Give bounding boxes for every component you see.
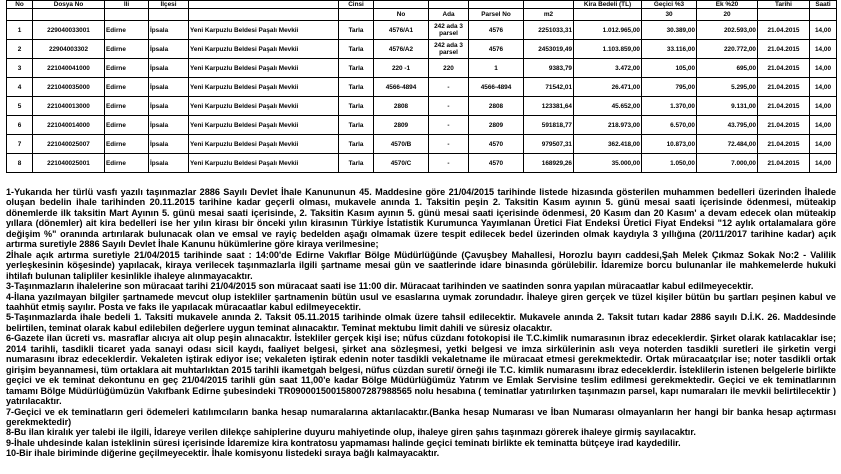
header-kira-bedeli: Kira Bedeli (TL) [574,1,642,9]
header-dosya-no: Dosya No [33,1,105,9]
cell-pafta: 2809 [374,116,429,135]
cell-no: 5 [7,97,33,116]
table-row [7,21,837,40]
cell-ek: 220.772,00 [697,40,758,59]
cell-kira: 35.000,00 [574,154,642,173]
ilan-text [6,187,836,459]
cell-tarih: 21.04.2015 [758,21,810,40]
cell-tarih: 21.04.2015 [758,59,810,78]
cell-parsel: 4570 [469,135,524,154]
table-row [7,116,837,135]
subheader-m2: m2 [524,9,574,21]
cell-cins: Tarla [339,59,374,78]
cell-ada: - [429,135,469,154]
ilan-table-wrapper [6,0,836,173]
table-row [7,135,837,154]
cell-saat: 14,00 [810,40,837,59]
cell-mevki: Yeni Karpuzlu Beldesi Paşalı Mevkii [189,59,339,78]
cell-parsel: 2809 [469,116,524,135]
table-header-row [7,1,837,9]
subheader-ada: Ada [429,9,469,21]
cell-tarih: 21.04.2015 [758,135,810,154]
subheader-parsel: Parsel No [469,9,524,21]
cell-m2: 168929,26 [524,154,574,173]
cell-tarih: 21.04.2015 [758,97,810,116]
cell-saat: 14,00 [810,59,837,78]
ilan-paragraph: 6-Gazete ilan ücreti vs. masraflar alıcıya ait olup peşin alınacaktır. İstekliler gerçek kişi ise; nüfus cüzdanı fotokopisi ile T.C.kimlik numarasının ibraz edeceklerdir. Şirket olarak katılacaklar ise; 2014 tarihli, tasdikli ticaret yada sanayi odası sicil kaydı, faaliyet belgesi, şirket ana sözleşmesi, yetki belgesi ve imza sirkülerinin aslı veya noterden tasdikli suretleri ile şirketin vergi numarasını ibraz edeceklerdir. Vekaleten iştirak ediyor ise; vekaleten iştirak edenin noter tasdikli vekaletname ile müracaat etmesi gerekmektedir. Ortak müracaatçılar ise; noter tasdikli ortak girişim beyannamesi, tüm ortaklara ait muhtarlıktan 2015 tarihli ikametgah belgesi, nüfus cüzdan sureti/ örneği ile T.C. kimlik numarasını ibraz edeceklerdir. İsteklilerin istenen belgelerle birlikte geçici ve ek teminat dekontunu en geç 21/04/2015 tarihli gün saat 11,00'e kadar Bölge Müdürlüğümüz Yatırım ve Emlak Servisine teslim edilmesi gerekmektedir. Geçici ve ek teminatlarının tamamı Bölge Müdürlüğümüzün Vakıfbank Edirne şubesindeki TR090001500158007287988565 nolu hesabına ( teminatlar yatırılırken taşınmazın parsel, kapı numaraları ile mevkii belirtilecektir ) yatırılacaktır. [6,333,836,407]
cell-pafta: 4566-4894 [374,78,429,97]
cell-parsel: 4570 [469,154,524,173]
cell-cins: Tarla [339,21,374,40]
cell-ada: - [429,78,469,97]
cell-cins: Tarla [339,97,374,116]
cell-pafta: 4576/A1 [374,21,429,40]
cell-saat: 14,00 [810,21,837,40]
cell-saat: 14,00 [810,135,837,154]
cell-gecici: 6.570,00 [642,116,697,135]
cell-gecici: 105,00 [642,59,697,78]
cell-ek: 43.795,00 [697,116,758,135]
table-row [7,78,837,97]
header-cinsi: Cinsi [339,1,374,9]
cell-parsel: 4576 [469,40,524,59]
cell-saat: 14,00 [810,78,837,97]
cell-mevki: Yeni Karpuzlu Beldesi Paşalı Mevkii [189,135,339,154]
cell-il: Edirne [105,40,149,59]
cell-mevki: Yeni Karpuzlu Beldesi Paşalı Mevkii [189,116,339,135]
cell-gecici: 30.389,00 [642,21,697,40]
cell-gecici: 795,00 [642,78,697,97]
cell-m2: 979507,31 [524,135,574,154]
cell-mevki: Yeni Karpuzlu Beldesi Paşalı Mevkii [189,40,339,59]
cell-mevki: Yeni Karpuzlu Beldesi Paşalı Mevkii [189,21,339,40]
cell-gecici: 10.873,00 [642,135,697,154]
header-gecici: Geçici %3 [642,1,697,9]
header-parsel [469,1,524,9]
cell-saat: 14,00 [810,116,837,135]
cell-kira: 45.652,00 [574,97,642,116]
cell-ilce: İpsala [149,40,189,59]
cell-ilce: İpsala [149,21,189,40]
cell-saat: 14,00 [810,97,837,116]
cell-cins: Tarla [339,78,374,97]
cell-m2: 591818,77 [524,116,574,135]
cell-gecici: 33.116,00 [642,40,697,59]
ilan-paragraph: 2İhale açık artırma suretiyle 21/04/2015 tarihinde saat : 14:00'de Edirne Vakıflar Bölge Müdürlüğünde (Çavuşbey Mahallesi, Horozlu bayırı caddesi,Şah Melek Çıkmaz Sokak No:2 - Valilik yerleşkesinin köşesinde) yapılacak, kiraya verilecek taşınmazlarla ilgili şartname mesai gün ve saatlerinde idare binasında görülebilir. İdaremize borcu bulunanlar ile mahkemelerde hukuki ihtilafı bulunan talipliler kesinlikle ihaleye alınmayacaktır. [6,249,836,281]
cell-no: 6 [7,116,33,135]
ilan-paragraph: 7-Geçici ve ek teminatların geri ödemeleri katılımcıların banka hesap numaralarına aktarılacaktır.(Banka hesap Numarası ve İban Numarası olmayanların her hangi bir banka hesap açtırması gerekmektedir) [6,406,836,427]
cell-il: Edirne [105,154,149,173]
cell-pafta: 4570/C [374,154,429,173]
tasinmaz-table [6,0,837,173]
cell-no: 2 [7,40,33,59]
cell-ilce: İpsala [149,59,189,78]
cell-saat: 14,00 [810,154,837,173]
subheader-ek: 20 [697,9,758,21]
cell-il: Edirne [105,135,149,154]
cell-gecici: 1.050,00 [642,154,697,173]
cell-kira: 218.973,00 [574,116,642,135]
ilan-paragraph: 8-Bu ilan kiralık yer talebi ile ilgili, İdareye verilen dilekçe sahiplerine duyuru mahiyetinde olup, ihaleye giren şahıs taşınmazı görerek ihaleye girmiş sayılacaktır. [6,427,696,438]
cell-dosya: 221040025001 [33,154,105,173]
cell-dosya: 221040014000 [33,116,105,135]
subheader-gecici: 30 [642,9,697,21]
cell-ada: - [429,116,469,135]
cell-ek: 7.000,00 [697,154,758,173]
header-mevki [189,1,339,9]
cell-kira: 3.472,00 [574,59,642,78]
cell-no: 1 [7,21,33,40]
cell-dosya: 229040033001 [33,21,105,40]
cell-cins: Tarla [339,135,374,154]
header-ilce: İlçesi [149,1,189,9]
cell-ada: 242 ada 3 parsel [429,21,469,40]
cell-mevki: Yeni Karpuzlu Beldesi Paşalı Mevkii [189,97,339,116]
cell-ada: - [429,154,469,173]
ilan-paragraph: 4-İlana yazılmayan bilgiler şartnamede mevcut olup istekliler şartnamenin bütün usul ve esaslarına uymak zorundadır. İhaleye giren gerçek ve tüzel kişiler bütün bu şartları peşinen kabul ve taahhüt etmiş sayılır. Posta ve faks ile yapılacak müracaatlar kabul edilmeyecektir. [6,291,836,312]
cell-kira: 1.103.859,00 [574,40,642,59]
header-ada [429,1,469,9]
cell-kira: 1.012.965,00 [574,21,642,40]
ilan-paragraph: 1-Yukarıda her türlü vasfı yazılı taşınmazlar 2886 Sayılı Devlet İhale Kanununun 45. Maddesine göre 21/04/2015 tarihinde listede hizasında gösterilen muhammen bedelleri üzerinden İhalede oluşan bedelin ihale tarihinden 20.11.2015 tarihine kadar geçerli olması, mukavele anında 1. Taksitin peşin 2. Taksitin Kasım ayının 5. günü mesai saati içerisinde ödenmesi, müteakip dönemlerde ilk taksitin Mart Ayının 5. günü mesai saati içerisinde, 2. Taksitin Kasım ayının 5. günü mesai saati içerisinde ödenmesi, 20 Kasım dan 20 Kasım' a devam edecek olan müteakip yıllara (dönemler) ait kira bedelleri ise her yılın kirası bir önceki yılın kirasının Türkiye İstatistik Kurumunca Yayımlanan Üretici Fiat Endeksi Üretici Fiyat Endeksi "12 aylık ortalamalara göre değişim %" oranında artırılarak bulunacak olan ve emsal ve rayiç bedelden aşağı olmamak üzere tespit edilecek bedel üzerinden olmak kaydıyla 3 yıllığına (20/11/2017 tarihine kadar) açık artırma suretiyle 2886 Sayılı Devlet İhale Kanunu hükümlerine göre kiraya verilmesine; [6,187,836,250]
header-saati: Saati [810,1,837,9]
cell-no: 3 [7,59,33,78]
cell-ek: 695,00 [697,59,758,78]
cell-ilce: İpsala [149,135,189,154]
cell-ek: 202.593,00 [697,21,758,40]
cell-il: Edirne [105,59,149,78]
table-row [7,40,837,59]
cell-ek: 5.295,00 [697,78,758,97]
cell-cins: Tarla [339,40,374,59]
ilan-paragraph: 9-İhale uhdesinde kalan isteklinin süresi içerisinde İdaremize kira kontratosu yapmaması halinde geçici teminatı birlikte ek teminatta bütçeye irad kaydedilir. [6,437,681,448]
cell-ada: 220 [429,59,469,78]
cell-cins: Tarla [339,154,374,173]
cell-parsel: 2808 [469,97,524,116]
cell-mevki: Yeni Karpuzlu Beldesi Paşalı Mevkii [189,78,339,97]
cell-tarih: 21.04.2015 [758,116,810,135]
cell-no: 7 [7,135,33,154]
header-ek: Ek %20 [697,1,758,9]
header-pafta [374,1,429,9]
cell-parsel: 4576 [469,21,524,40]
cell-m2: 71542,01 [524,78,574,97]
cell-pafta: 4570/B [374,135,429,154]
cell-pafta: 4576/A2 [374,40,429,59]
cell-ada: 242 ada 3 parsel [429,40,469,59]
cell-dosya: 221040035000 [33,78,105,97]
cell-dosya: 221040041000 [33,59,105,78]
cell-dosya: 221040013000 [33,97,105,116]
cell-pafta: 2808 [374,97,429,116]
table-subheader-row [7,9,837,21]
cell-il: Edirne [105,116,149,135]
cell-tarih: 21.04.2015 [758,78,810,97]
header-il: İli [105,1,149,9]
header-tarihi: Tarihi [758,1,810,9]
cell-mevki: Yeni Karpuzlu Beldesi Paşalı Mevkii [189,154,339,173]
cell-parsel: 4566-4894 [469,78,524,97]
cell-il: Edirne [105,21,149,40]
cell-parsel: 1 [469,59,524,78]
cell-no: 8 [7,154,33,173]
cell-ilce: İpsala [149,97,189,116]
cell-dosya: 221040025007 [33,135,105,154]
subheader-no: No [374,9,429,21]
table-row [7,97,837,116]
cell-ek: 9.131,00 [697,97,758,116]
cell-tarih: 21.04.2015 [758,154,810,173]
cell-cins: Tarla [339,116,374,135]
header-m2 [524,1,574,9]
cell-pafta: 220 -1 [374,59,429,78]
cell-tarih: 21.04.2015 [758,40,810,59]
cell-ilce: İpsala [149,116,189,135]
cell-dosya: 22904003302 [33,40,105,59]
cell-ilce: İpsala [149,154,189,173]
cell-il: Edirne [105,78,149,97]
ilan-paragraph: 10-Bir ihale biriminde diğerine geçilmeyecektir. İhale komisyonu listedeki sıraya bağlı kalmayacaktır. [6,448,440,459]
cell-m2: 2453019,49 [524,40,574,59]
ilan-paragraph: 5-Taşınmazlarda ihale bedeli 1. Taksiti mukavele anında 2. Taksit 05.11.2015 tarihinde olmak üzere tahsil edilecektir. Mukavele anında 2. Taksit tutarı kadar 2886 sayılı D.İ.K. 26. Maddesinde belirtilen, teminat olarak kabul edilebilen değerlere uygun teminat alınacaktır. Teminat mektubu limit dahili ve süresiz olacaktır. [6,312,836,333]
cell-ada: - [429,97,469,116]
cell-kira: 26.471,00 [574,78,642,97]
cell-il: Edirne [105,97,149,116]
ilan-paragraph: 3-Taşınmazların ihalelerine son müracaat tarihi 21/04/2015 son müracaat saati ise 11:00 dir. Müracaat tarihinden ve saatinden sonra yapılan müracaatlar kabul edilmeyecektir. [6,281,754,292]
cell-no: 4 [7,78,33,97]
table-row [7,154,837,173]
table-body [7,21,837,173]
cell-ilce: İpsala [149,78,189,97]
cell-m2: 123381,64 [524,97,574,116]
header-no: No [7,1,33,9]
cell-m2: 2251033,31 [524,21,574,40]
cell-kira: 362.418,00 [574,135,642,154]
table-row [7,59,837,78]
cell-m2: 9383,79 [524,59,574,78]
cell-ek: 72.484,00 [697,135,758,154]
cell-gecici: 1.370,00 [642,97,697,116]
